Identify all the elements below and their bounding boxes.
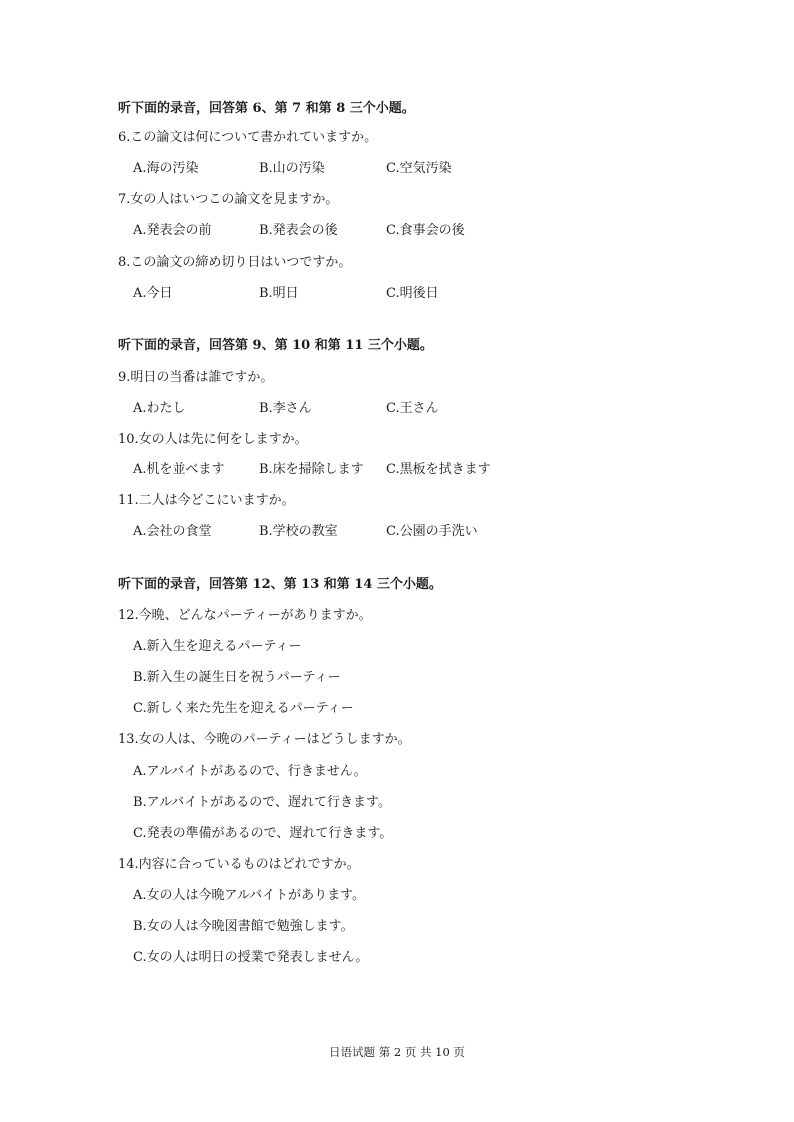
question-12-option-a: A.新入生を迎えるパーティー <box>133 639 302 654</box>
question-7-option-c: C.食事会の後 <box>386 223 465 238</box>
question-6-option-a: A.海の汚染 <box>133 161 199 176</box>
question-10-option-c: C.黒板を拭きます <box>386 462 491 477</box>
question-7: 7.女の人はいつこの論文を見ますか。 <box>118 192 339 207</box>
question-12: 12.今晩、どんなパーティーがありますか。 <box>118 608 372 623</box>
question-8-option-a: A.今日 <box>133 286 173 301</box>
question-14-option-b: B.女の人は今晩図書館で勉強します。 <box>133 919 354 934</box>
question-11-option-b: B.学校の教室 <box>259 524 338 539</box>
question-9-option-c: C.王さん <box>386 401 439 416</box>
question-10-option-b: B.床を掃除します <box>259 462 364 477</box>
question-8-option-c: C.明後日 <box>386 286 439 301</box>
section-heading: 听下面的录音，回答第 12、第 13 和第 14 三个小题。 <box>118 577 442 592</box>
question-14: 14.内容に合っているものはどれですか。 <box>118 857 360 872</box>
question-13-option-c: C.発表の準備があるので、遅れて行きます。 <box>133 826 393 841</box>
section-heading: 听下面的录音，回答第 9、第 10 和第 11 三个小题。 <box>118 338 433 353</box>
page-footer: 日语试题 第 2 页 共 10 页 <box>329 1045 465 1059</box>
question-8-option-b: B.明日 <box>259 286 299 301</box>
question-13: 13.女の人は、今晩のパーティーはどうしますか。 <box>118 732 411 747</box>
question-9-option-b: B.李さん <box>259 401 312 416</box>
question-13-option-a: A.アルバイトがあるので、行きません。 <box>133 764 367 779</box>
question-6-option-c: C.空気汚染 <box>386 161 452 176</box>
question-10-option-a: A.机を並べます <box>133 462 225 477</box>
question-12-option-b: B.新入生の誕生日を祝うパーティー <box>133 670 341 685</box>
question-12-option-c: C.新しく来た先生を迎えるパーティー <box>133 701 354 716</box>
question-13-option-b: B.アルバイトがあるので、遅れて行きます。 <box>133 795 391 810</box>
question-7-option-b: B.発表会の後 <box>259 223 338 238</box>
question-10: 10.女の人は先に何をしますか。 <box>118 432 308 447</box>
question-7-option-a: A.発表会の前 <box>133 223 212 238</box>
question-11-option-a: A.会社の食堂 <box>133 524 212 539</box>
question-9: 9.明日の当番は誰ですか。 <box>118 370 274 385</box>
question-6: 6.この論文は何について書かれていますか。 <box>118 130 378 145</box>
question-14-option-c: C.女の人は明日の授業で発表しません。 <box>133 950 369 965</box>
section-heading: 听下面的录音，回答第 6、第 7 和第 8 三个小题。 <box>118 101 415 116</box>
question-14-option-a: A.女の人は今晩アルバイトがあります。 <box>133 888 366 903</box>
question-11: 11.二人は今どこにいますか。 <box>118 493 295 508</box>
question-8: 8.この論文の締め切り日はいつですか。 <box>118 255 352 270</box>
question-6-option-b: B.山の汚染 <box>259 161 325 176</box>
question-11-option-c: C.公園の手洗い <box>386 524 478 539</box>
question-9-option-a: A.わたし <box>133 401 186 416</box>
